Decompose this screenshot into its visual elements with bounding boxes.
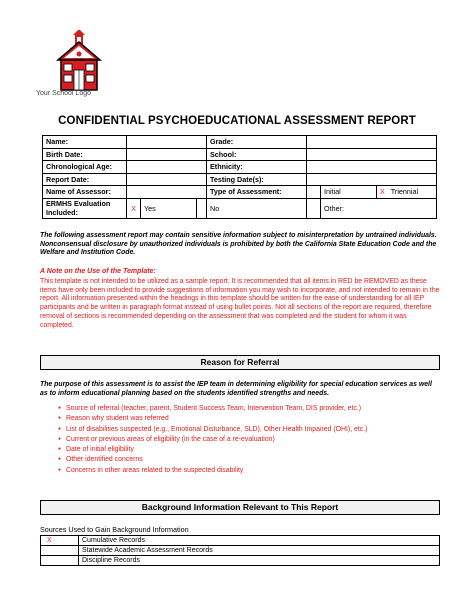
other-checkbox[interactable] (307, 198, 321, 218)
report-title: CONFIDENTIAL PSYCHOEDUCATIONAL ASSESSMENT REPORT (58, 115, 416, 127)
table-row (41, 556, 440, 566)
birth-date-field[interactable] (127, 148, 207, 161)
no-checkbox[interactable] (197, 198, 207, 218)
assessor-label: Name of Assessor: (43, 186, 127, 199)
report-date-label: Report Date: (43, 173, 127, 186)
table-row (41, 536, 440, 546)
triennial-cell[interactable] (377, 186, 437, 199)
initial-checkbox[interactable] (307, 186, 321, 199)
ethnicity-field[interactable] (307, 161, 437, 174)
list-item: ● Source of referral (teacher, parent, Student Success Team, Intervention Team, DIS provider, etc.) (58, 404, 438, 414)
source-checkbox[interactable] (41, 546, 79, 556)
testing-dates-label: Testing Date(s): (207, 173, 307, 186)
template-note-heading: A Note on the Use of the Template: (40, 268, 156, 275)
list-item: ● List of disabilities suspected (e.g., Emotional Disturbance, SLD), Other Health Impaired (OHI), etc.) (58, 425, 438, 435)
student-info-table (42, 135, 437, 219)
name-field[interactable] (127, 136, 207, 149)
table-row (41, 546, 440, 556)
referral-suggestion-list (58, 404, 438, 476)
source-label: Cumulative Records (79, 536, 440, 546)
birth-date-label: Birth Date: (43, 148, 127, 161)
initial-x-mark: X (380, 187, 385, 197)
template-note-body: This template is not intended to be utilized as a sample report. It is recommended that all items in RED be REMOVED as these items have only been included to provide suggestions of information you may wish to incorporate, and not intended to remain in the report. All information presented within the headings in this template should be written for the ease of understanding for all IEP participants and be written in paragraph format instead of using bullet points. Not all sections of the report are required, therefore removal of sections is recommended depending on the assessment that was completed and the student for whom it was completed. (40, 278, 440, 329)
initial-label: Initial (321, 186, 377, 199)
school-label: School: (207, 148, 307, 161)
assessor-field[interactable] (127, 186, 207, 199)
chron-age-label: Chronological Age: (43, 161, 127, 174)
name-label: Name: (43, 136, 127, 149)
sources-label: Sources Used to Gain Background Information (40, 525, 189, 534)
grade-field[interactable] (307, 136, 437, 149)
other-label: Other: (321, 198, 437, 218)
source-label: Discipline Records (79, 556, 440, 566)
background-information-heading: Background Information Relevant to This Report (40, 500, 440, 515)
yes-checkbox[interactable]: X (127, 198, 141, 218)
testing-dates-field[interactable] (307, 173, 437, 186)
chron-age-field[interactable] (127, 161, 207, 174)
source-checkbox[interactable]: X (41, 536, 79, 546)
confidentiality-disclaimer: The following assessment report may contain sensitive information subject to misinterpretation by untrained individuals. Nonconsensual disclosure by unauthorized individuals is prohibited by both the California State Education Code and the Welfare and Institution Code. (40, 232, 437, 257)
triennial-label: Triennial (390, 187, 419, 197)
sources-table (40, 535, 440, 566)
yes-label: Yes (141, 198, 197, 218)
logo-caption: Your School Logo (36, 90, 92, 97)
source-label: Statewide Academic Assessment Records (79, 546, 440, 556)
referral-purpose: The purpose of this assessment is to assist the IEP team in determining eligibility for special education services as well as to inform educational planning based on the students identified strengths and needs. (40, 381, 432, 397)
ethnicity-label: Ethnicity: (207, 161, 307, 174)
report-date-field[interactable] (127, 173, 207, 186)
list-item: ● Other identified concerns (58, 455, 438, 465)
list-item: ● Current or previous areas of eligibility (in the case of a re-evaluation) (58, 435, 438, 445)
assessment-type-label: Type of Assessment: (207, 186, 307, 199)
source-checkbox[interactable] (41, 556, 79, 566)
list-item: ● Date of initial eligibility (58, 445, 438, 455)
reason-for-referral-heading: Reason for Referral (40, 355, 440, 370)
grade-label: Grade: (207, 136, 307, 149)
no-label: No (207, 198, 307, 218)
list-item: ● Concerns in other areas related to the suspected disability (58, 466, 438, 476)
list-item: ● Reason why student was referred (58, 414, 438, 424)
school-field[interactable] (307, 148, 437, 161)
ermhs-label: ERMHS Evaluation Included: (43, 198, 127, 218)
